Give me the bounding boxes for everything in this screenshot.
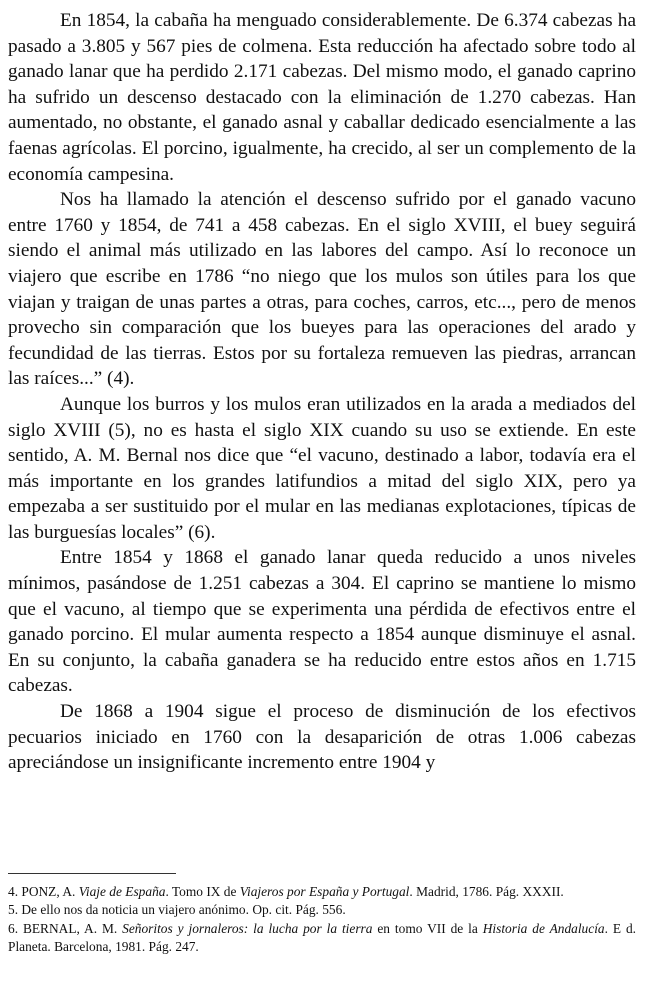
footnote-separator xyxy=(8,873,176,874)
footnote-4-mid: . Tomo IX de xyxy=(165,884,240,899)
footnote-4-title-1: Viaje de España xyxy=(78,884,166,899)
paragraph-5: De 1868 a 1904 sigue el proceso de disminución de los efectivos pecuarios iniciado en 1760 con la desaparición de otras 1.006 cabezas apreciándose un insignificante incremento entre 1904 y xyxy=(8,701,636,774)
footnote-6 xyxy=(8,920,636,957)
body-text xyxy=(8,8,636,776)
footnote-4-title-2: Viajeros por España y Portugal xyxy=(239,884,410,899)
footnote-6-prefix: 6. BERNAL, A. M. xyxy=(8,920,123,936)
footnote-4-suffix: . Madrid, 1786. Pág. XXXII. xyxy=(409,884,564,899)
page-content xyxy=(8,8,636,776)
footnotes xyxy=(8,883,636,957)
footnote-6-title-1: Señoritos y jornaleros: la lucha por la tierra xyxy=(122,920,373,936)
footnote-6-title-2: Historia de Andalucía xyxy=(482,920,605,936)
paragraph-2: Nos ha llamado la atención el descenso sufrido por el ganado vacuno entre 1760 y 1854, de 741 a 458 cabezas. En el siglo XVIII, el buey seguirá siendo el animal más utilizado en las labores del campo. Así lo reconoce un viajero que escribe en 1786 “no niego que los mulos son útiles para los que viajan y traigan de unas partes a otras, para coches, carros, etc..., pero de menos provecho sin comparación que los bueyes para las operaciones del arado y fecundidad de las tierras. Estos por su fortaleza remueven las piedras, arrancan las raíces...” (4). xyxy=(8,189,636,390)
paragraph-3: Aunque los burros y los mulos eran utilizados en la arada a mediados del siglo XVIII (5), no es hasta el siglo XIX cuando su uso se extiende. En este sentido, A. M. Bernal nos dice que “el vacuno, destinado a labor, todavía era el más importante en los grandes latifundios a mitad del siglo XIX, pero ya empezaba a ser sustituido por el mular en las medianas explotaciones, típicas de las burguesías locales” (6). xyxy=(8,393,636,543)
footnote-4-prefix: 4. PONZ, A. xyxy=(8,884,79,899)
footnote-5: 5. De ello nos da noticia un viajero anónimo. Op. cit. Pág. 556. xyxy=(8,902,346,918)
footnote-4 xyxy=(8,883,636,901)
paragraph-4: Entre 1854 y 1868 el ganado lanar queda reducido a unos niveles mínimos, pasándose de 1.251 cabezas a 304. El caprino se mantiene lo mismo que el vacuno, al tiempo que se experimenta una pérdida de efectivos entre el ganado porcino. El mular aumenta respecto a 1854 aunque disminuye el asnal. En su conjunto, la cabaña ganadera se ha reducido entre estos años en 1.715 cabezas. xyxy=(8,547,636,697)
footnote-6-suffix: . E d. Planeta. Barcelona, 1981. Pág. 247. xyxy=(8,920,637,955)
footnote-6-mid: en tomo VII de la xyxy=(372,920,483,936)
paragraph-1: En 1854, la cabaña ha menguado considerablemente. De 6.374 cabezas ha pasado a 3.805 y 567 pies de colmena. Esta reducción ha afectado sobre todo al ganado lanar que ha perdido 2.171 cabezas. Del mismo modo, el ganado caprino ha sufrido un descenso destacado con la eliminación de 1.270 cabezas. Han aumentado, no obstante, el ganado asnal y caballar dedicado esencialmente a las faenas agrícolas. El porcino, igualmente, ha crecido, al ser un complemento de la economía campesina. xyxy=(8,10,636,185)
